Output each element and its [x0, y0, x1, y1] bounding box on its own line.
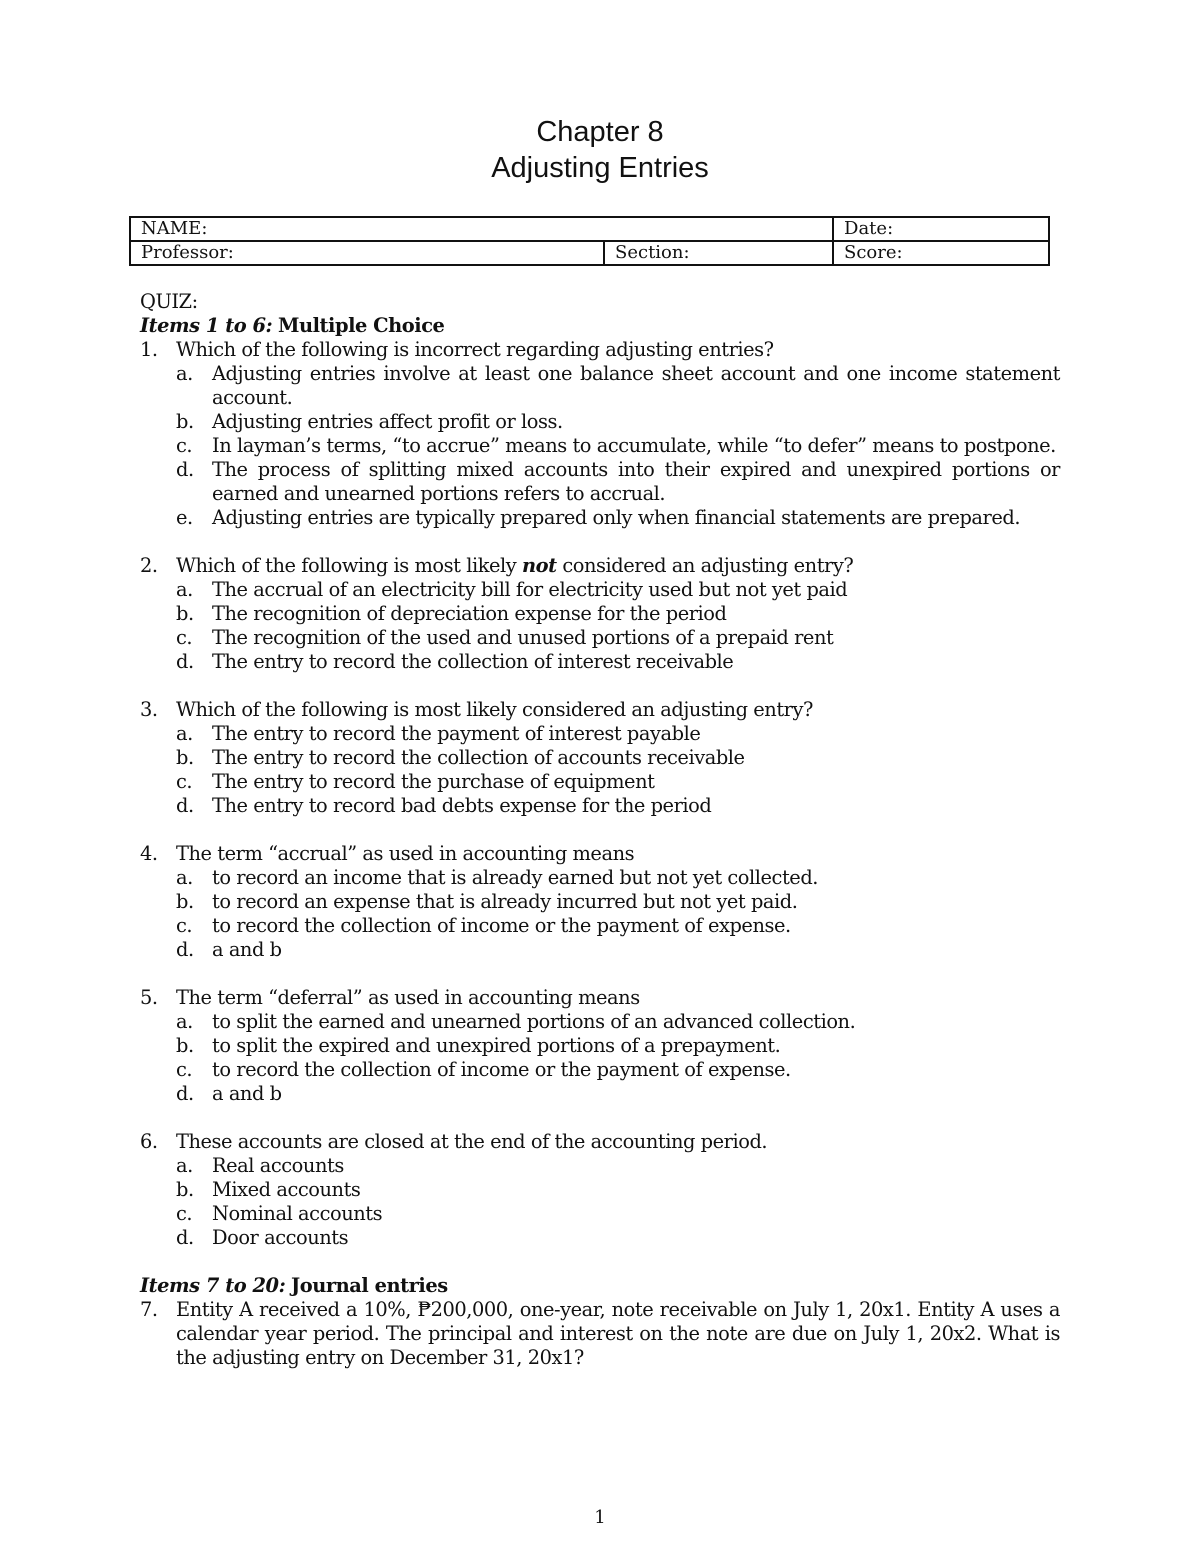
option-text: to split the expired and unexpired portions of a prepayment.	[212, 1034, 781, 1057]
answer-option[interactable]	[176, 1154, 1060, 1178]
section-range: Items 7 to 20:	[140, 1274, 286, 1297]
answer-option[interactable]	[176, 602, 1060, 626]
option-text: The recognition of the used and unused portions of a prepaid rent	[212, 626, 834, 649]
question-text: The term “accrual” as used in accounting means	[176, 842, 635, 865]
option-letter: d.	[176, 458, 194, 481]
option-list	[176, 1154, 1060, 1250]
section-heading-multiple-choice	[140, 314, 1060, 338]
option-text: The entry to record bad debts expense for the period	[212, 794, 712, 817]
answer-option[interactable]	[176, 458, 1060, 506]
answer-option[interactable]	[176, 938, 1060, 962]
option-text: Door accounts	[212, 1226, 349, 1249]
option-letter: a.	[176, 578, 193, 601]
answer-option[interactable]	[176, 362, 1060, 410]
question-number: 3.	[140, 698, 158, 721]
answer-option[interactable]	[176, 914, 1060, 938]
option-text: The recognition of depreciation expense for the period	[212, 602, 727, 625]
option-text: a and b	[212, 938, 282, 961]
question-text-before: Which of the following is most likely	[176, 554, 517, 577]
page-number: 1	[594, 1507, 606, 1528]
question-text-after: considered an adjusting entry?	[562, 554, 854, 577]
option-letter: a.	[176, 722, 193, 745]
question-list	[140, 338, 1060, 1250]
option-letter: c.	[176, 1202, 193, 1225]
question-number: 5.	[140, 986, 158, 1009]
section-type: Multiple Choice	[277, 314, 445, 337]
option-letter: b.	[176, 602, 194, 625]
answer-option[interactable]	[176, 578, 1060, 602]
answer-option[interactable]	[176, 434, 1060, 458]
option-letter: b.	[176, 746, 194, 769]
professor-field[interactable]: Professor:	[130, 241, 604, 265]
question-number: 1.	[140, 338, 158, 361]
question-text: Which of the following is incorrect regarding adjusting entries?	[176, 338, 774, 361]
option-letter: c.	[176, 434, 193, 457]
answer-option[interactable]	[176, 1082, 1060, 1106]
question-text: These accounts are closed at the end of the accounting period.	[176, 1130, 768, 1153]
answer-option[interactable]	[176, 866, 1060, 890]
option-text: to record the collection of income or the payment of expense.	[212, 914, 791, 937]
question-number: 4.	[140, 842, 158, 865]
question-emphasis: not	[522, 554, 557, 577]
quiz-body	[140, 290, 1060, 1370]
option-text: The entry to record the purchase of equipment	[212, 770, 655, 793]
option-letter: d.	[176, 938, 194, 961]
option-letter: a.	[176, 362, 193, 385]
section-type: Journal entries	[291, 1274, 448, 1297]
option-letter: c.	[176, 914, 193, 937]
option-letter: d.	[176, 794, 194, 817]
question-4	[140, 842, 1060, 986]
name-field[interactable]: NAME:	[130, 217, 833, 241]
answer-option[interactable]	[176, 410, 1060, 434]
option-text: Real accounts	[212, 1154, 344, 1177]
option-letter: b.	[176, 890, 194, 913]
answer-option[interactable]	[176, 794, 1060, 818]
option-letter: b.	[176, 1178, 194, 1201]
option-letter: d.	[176, 1226, 194, 1249]
answer-option[interactable]	[176, 1034, 1060, 1058]
option-letter: e.	[176, 506, 193, 529]
score-field[interactable]: Score:	[833, 241, 1049, 265]
answer-option[interactable]	[176, 626, 1060, 650]
option-list	[176, 722, 1060, 818]
question-2	[140, 554, 1060, 698]
option-letter: b.	[176, 1034, 194, 1057]
option-text: Adjusting entries are typically prepared only when financial statements are prepared.	[212, 506, 1021, 529]
date-field[interactable]: Date:	[833, 217, 1049, 241]
question-text: Which of the following is most likely considered an adjusting entry?	[176, 698, 813, 721]
question-3	[140, 698, 1060, 842]
option-text: The process of splitting mixed accounts into their expired and unexpired portions or earned and unearned portions refers to accrual.	[212, 458, 1060, 505]
option-list	[176, 362, 1060, 530]
option-letter: a.	[176, 1154, 193, 1177]
answer-option[interactable]	[176, 1202, 1060, 1226]
option-text: In layman’s terms, “to accrue” means to accumulate, while “to defer” means to postpone.	[212, 434, 1056, 457]
answer-option[interactable]	[176, 1010, 1060, 1034]
option-text: to record the collection of income or the payment of expense.	[212, 1058, 791, 1081]
question-7	[140, 1298, 1060, 1370]
option-letter: a.	[176, 866, 193, 889]
option-letter: d.	[176, 1082, 194, 1105]
option-text: The accrual of an electricity bill for electricity used but not yet paid	[212, 578, 848, 601]
answer-option[interactable]	[176, 770, 1060, 794]
section-range: Items 1 to 6:	[140, 314, 273, 337]
option-letter: a.	[176, 1010, 193, 1033]
option-text: a and b	[212, 1082, 282, 1105]
answer-option[interactable]	[176, 1178, 1060, 1202]
option-list	[176, 1010, 1060, 1106]
question-text	[176, 554, 1060, 578]
option-text: Nominal accounts	[212, 1202, 383, 1225]
answer-option[interactable]	[176, 746, 1060, 770]
answer-option[interactable]	[176, 650, 1060, 674]
question-number: 7.	[140, 1298, 158, 1321]
question-number: 2.	[140, 554, 158, 577]
student-info-table	[129, 216, 1050, 266]
quiz-label: QUIZ:	[140, 290, 198, 313]
option-text: to record an expense that is already incurred but not yet paid.	[212, 890, 798, 913]
option-text: The entry to record the payment of interest payable	[212, 722, 701, 745]
answer-option[interactable]	[176, 1058, 1060, 1082]
question-6	[140, 1130, 1060, 1250]
option-letter: c.	[176, 1058, 193, 1081]
option-letter: b.	[176, 410, 194, 433]
question-5	[140, 986, 1060, 1130]
chapter-title: Chapter 8	[536, 116, 664, 148]
question-text: The term “deferral” as used in accounting means	[176, 986, 640, 1009]
answer-option[interactable]	[176, 722, 1060, 746]
option-list	[176, 578, 1060, 674]
option-list	[176, 866, 1060, 962]
option-text: The entry to record the collection of accounts receivable	[212, 746, 745, 769]
option-letter: c.	[176, 626, 193, 649]
option-text: The entry to record the collection of interest receivable	[212, 650, 734, 673]
answer-option[interactable]	[176, 1226, 1060, 1250]
option-text: to split the earned and unearned portions of an advanced collection.	[212, 1010, 856, 1033]
option-text: Adjusting entries involve at least one balance sheet account and one income statement account.	[212, 362, 1060, 409]
section-field[interactable]: Section:	[604, 241, 833, 265]
answer-option[interactable]	[176, 506, 1060, 530]
option-text: Adjusting entries affect profit or loss.	[212, 410, 563, 433]
section-heading-journal-entries	[140, 1274, 1060, 1298]
answer-option[interactable]	[176, 890, 1060, 914]
option-letter: d.	[176, 650, 194, 673]
question-number: 6.	[140, 1130, 158, 1153]
option-letter: c.	[176, 770, 193, 793]
option-text: Mixed accounts	[212, 1178, 361, 1201]
question-text: Entity A received a 10%, ₱200,000, one-year, note receivable on July 1, 20x1. Entity A uses a calendar year period. The principal and interest on the note are due on July 1, 20x2. What is the adjusting entry on December 31, 20x1?	[176, 1298, 1060, 1369]
chapter-subtitle: Adjusting Entries	[491, 152, 709, 184]
option-text: to record an income that is already earned but not yet collected.	[212, 866, 819, 889]
question-1	[140, 338, 1060, 554]
